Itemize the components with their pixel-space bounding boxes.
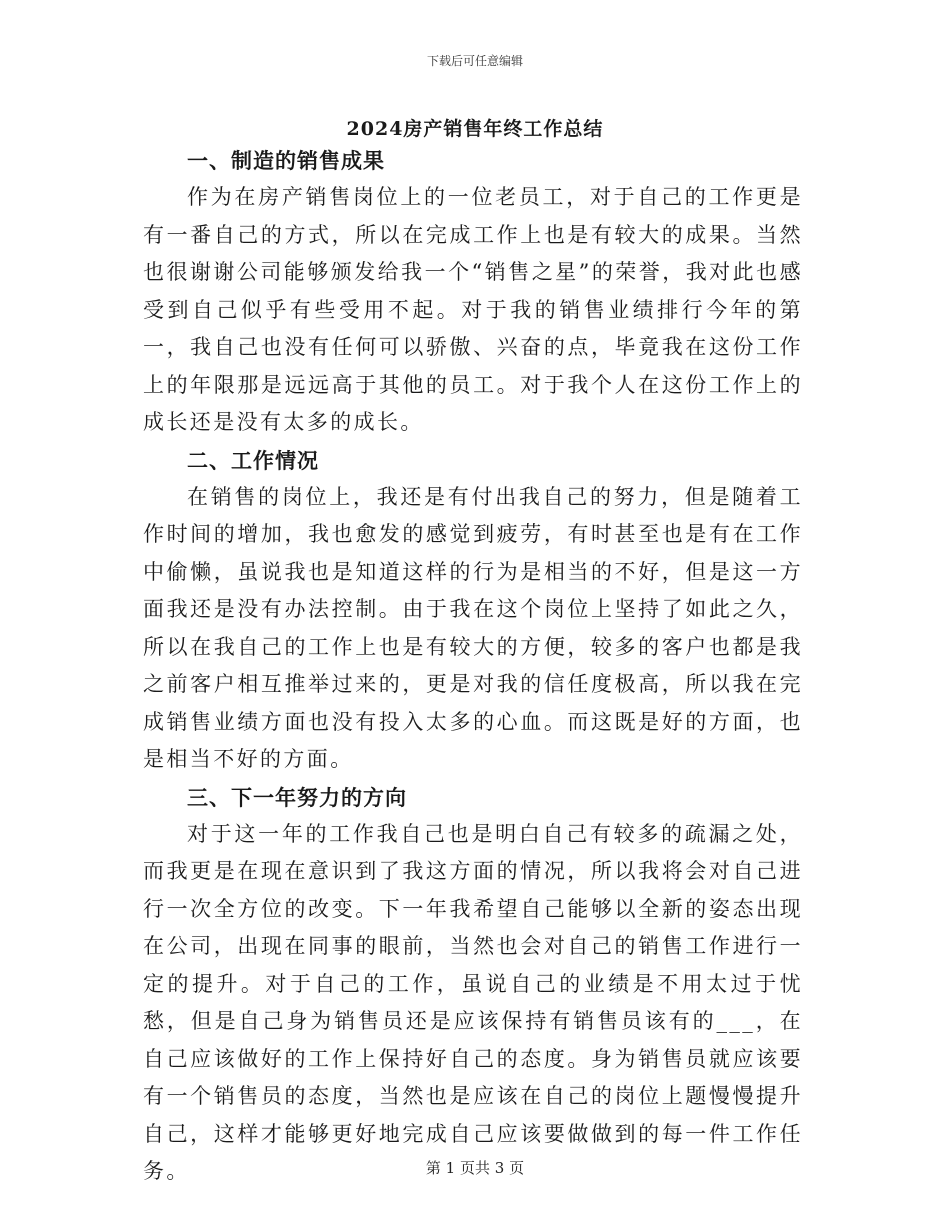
section-sales-results	[143, 142, 803, 442]
page-footer: 第 1 页共 3 页	[425, 1159, 525, 1177]
section-paragraph: 在销售的岗位上，我还是有付出我自己的努力，但是随着工作时间的增加，我也愈发的感觉到疲劳，有时甚至也是有在工作中偷懒，虽说我也是知道这样的行为是相当的不好，但是这一方面我还是没有办法控制。由于我在这个岗位上坚持了如此之久，所以在我自己的工作上也是有较大的方便，较多的客户也都是我之前客户相互推举过来的，更是对我的信任度极高，所以我在完成销售业绩方面也没有投入太多的心血。而这既是好的方面，也是相当不好的方面。	[143, 484, 803, 771]
section-heading: 二、工作情况	[187, 447, 319, 473]
section-next-year-direction	[143, 779, 803, 1191]
section-paragraph: 对于这一年的工作我自己也是明白自己有较多的疏漏之处，而我更是在现在意识到了我这方面的情况，所以我将会对自己进行一次全方位的改变。下一年我希望自己能够以全新的姿态出现在公司，出现在同事的眼前，当然也会对自己的销售工作进行一定的提升。对于自己的工作，虽说自己的业绩是不用太过于忧愁，但是自己身为销售员还是应该保持有销售员该有的___，在自己应该做好的工作上保持好自己的态度。身为销售员就应该要有一个销售员的态度，当然也是应该在自己的岗位上题慢慢提升自己，这样才能够更好地完成自己应该要做做到的每一件工作任务。	[143, 821, 803, 1183]
section-paragraph: 作为在房产销售岗位上的一位老员工，对于自己的工作更是有一番自己的方式，所以在完成工作上也是有较大的成果。当然也很谢谢公司能够颁发给我一个“销售之星”的荣誉，我对此也感受到自己似乎有些受用不起。对于我的销售业绩排行今年的第一，我自己也没有任何可以骄傲、兴奋的点，毕竟我在这份工作上的年限那是远远高于其他的员工。对于我个人在这份工作上的成长还是没有太多的成长。	[143, 185, 803, 434]
document-title: 2024房产销售年终工作总结	[346, 118, 604, 140]
section-work-situation	[143, 442, 803, 779]
section-heading: 一、制造的销售成果	[187, 148, 385, 173]
page-header: 下载后可任意编辑	[426, 54, 523, 68]
document-body	[143, 142, 803, 1191]
section-heading: 三、下一年努力的方向	[187, 784, 407, 810]
